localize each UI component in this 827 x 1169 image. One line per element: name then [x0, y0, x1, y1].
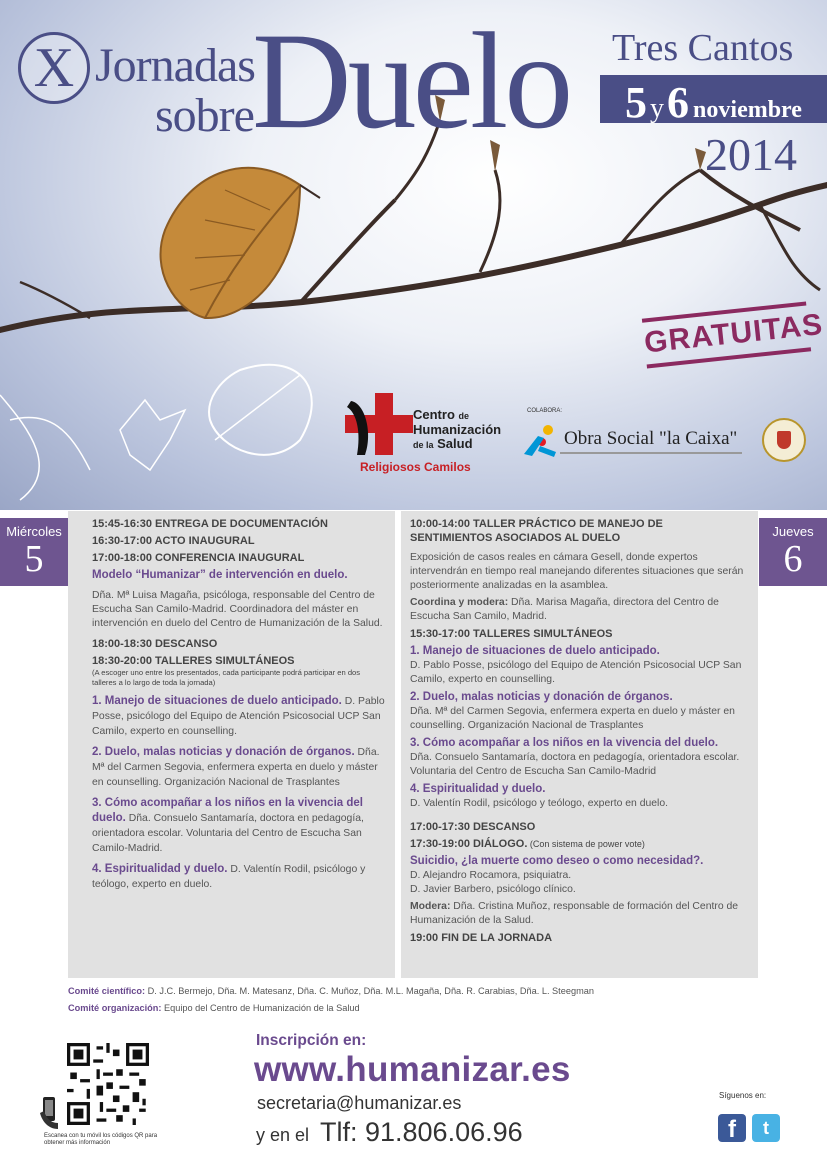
schedule-item: 10:00-14:00 TALLER PRÁCTICO DE MANEJO DE SENTIMIENTOS ASOCIADOS AL DUELO: [410, 518, 663, 544]
facebook-icon[interactable]: f: [718, 1114, 746, 1142]
workshop-title: 3. Cómo acompañar a los niños en la vivencia del duelo.: [92, 797, 363, 824]
date-y: y: [650, 93, 665, 124]
date-band: [600, 75, 827, 127]
workshop-speaker: Dña. Mª del Carmen Segovia, enfermera experta en duelo y máster en counselling. Organización Nacional de Trasplantes: [410, 706, 735, 731]
coordinator-label: Coordina y modera:: [410, 597, 509, 608]
workshop-item: [92, 862, 385, 892]
chs-line1: Centro: [413, 407, 455, 422]
page-title: Duelo: [252, 4, 570, 157]
workshop-item: [92, 796, 385, 856]
workshop-title: 2. Duelo, malas noticias y donación de órganos.: [92, 746, 355, 758]
committee-label: Comité científico:: [68, 986, 146, 996]
moderator-label: Modera:: [410, 901, 451, 912]
moderator-text: Dña. Cristina Muñoz, responsable de formación del Centro de Humanización de la Salud.: [410, 901, 739, 926]
phone-number[interactable]: Tlf: 91.806.06.96: [320, 1117, 523, 1147]
colabora-label: COLABORA:: [527, 408, 563, 414]
workshop-item: [92, 745, 385, 790]
free-badge: GRATUITAS: [642, 302, 811, 369]
dialog-title: Suicidio, ¿la muerte como deseo o como necesidad?.: [410, 855, 704, 867]
schedule-item: 16:30-17:00 ACTO INAUGURAL: [92, 535, 255, 547]
title-line1: Jornadas: [95, 39, 255, 92]
dialog-speaker: D. Javier Barbero, psicólogo clínico.: [410, 884, 576, 895]
year: 2014: [705, 129, 797, 180]
committee-label: Comité organización:: [68, 1003, 162, 1013]
schedule-item: [410, 837, 748, 851]
day-badge-wednesday: [0, 518, 68, 586]
workshop-title: 1. Manejo de situaciones de duelo anticipado.: [410, 645, 660, 657]
follow-label: Síguenos en:: [719, 1091, 767, 1100]
workshop-speaker: D. Pablo Posse, psicólogo del Equipo de Atención Psicosocial UCP San Camilo, experto en counselling.: [410, 660, 742, 685]
twitter-icon[interactable]: t: [752, 1114, 780, 1142]
committee-text: D. J.C. Bermejo, Dña. M. Matesanz, Dña. C. Muñoz, Dña. M.L. Magaña, Dña. R. Carabias, Dña. L. Steegman: [145, 986, 594, 996]
email-link[interactable]: secretaria@humanizar.es: [257, 1093, 462, 1113]
chs-cross-logo: [345, 393, 415, 463]
schedule-item: 15:45-16:30 ENTREGA DE DOCUMENTACIÓN: [92, 518, 328, 530]
workshop-speaker: D. Pablo Posse, psicólogo del Equipo de Atención Psicosocial UCP San Camilo, experto en counselling.: [92, 696, 385, 737]
chs-line2: Humanización: [413, 422, 502, 437]
day-badge-thursday: [759, 518, 827, 586]
workshop-speaker: Dña. Mª del Carmen Segovia, enfermera experta en duelo y máster en counselling. Organización Nacional de Trasplantes: [92, 747, 380, 788]
date-month: noviembre: [693, 97, 802, 123]
university-seal-icon: [762, 418, 806, 462]
chs-name: [413, 408, 501, 452]
schedule-item: 17:00-17:30 DESCANSO: [410, 821, 536, 833]
conference-speaker: Dña. Mª Luisa Magaña, psicóloga, responsable del Centro de Escucha San Camilo-Madrid. Coordinadora del máster en intervención en duelo del Centro de Humanización de la Salud.: [92, 590, 383, 629]
city: Tres Cantos: [612, 27, 794, 69]
scientific-committee: [68, 986, 594, 996]
workshop-speaker: Dña. Consuelo Santamaría, doctora en pedagogía, orientadora escolar. Voluntaria del Centro de Escucha San Camilo-Madrid.: [92, 813, 364, 854]
coordinator-text: Dña. Marisa Magaña, directora del Centro de Escucha San Camilo, Madrid.: [410, 597, 719, 622]
qr-code-icon[interactable]: [67, 1043, 149, 1125]
dialog-time: 17:30-19:00 DIÁLOGO.: [410, 838, 528, 850]
hero-banner: [0, 0, 827, 510]
day-number: 6: [783, 538, 803, 580]
date-day1: 5: [625, 78, 648, 127]
registration-label: Inscripción en:: [256, 1032, 367, 1049]
workshop-speaker: Dña. Consuelo Santamaría, doctora en pedagogía, orientadora escolar. Voluntaria del Centro de Escucha San Camilo-Madrid: [410, 752, 740, 777]
schedule-item: 18:00-18:30 DESCANSO: [92, 638, 218, 650]
committee-text: Equipo del Centro de Humanización de la Salud: [161, 1003, 360, 1013]
workshop-title: 1. Manejo de situaciones de duelo anticipado.: [92, 695, 342, 707]
chs-line3a: de la: [413, 440, 434, 450]
conference-title: Modelo “Humanizar” de intervención en duelo.: [92, 569, 348, 581]
date-day2: 6: [667, 78, 690, 127]
qr-note: Escanea con tu móvil los códigos QR para obtener más información: [44, 1133, 158, 1146]
caixa-star-icon: [522, 424, 558, 458]
caixa-name: Obra Social "la Caixa": [564, 428, 738, 449]
program-day-5: [68, 511, 395, 978]
workshop-description: Exposición de casos reales en cámara Gesell, donde expertos intervendrán en tiempo real manejando diferentes situaciones que serán posteriormente analizadas en la asamblea.: [410, 552, 744, 591]
schedule-item: 19:00 FIN DE LA JORNADA: [410, 932, 553, 944]
day-name: Jueves: [772, 524, 814, 539]
program-day-6: [401, 511, 758, 978]
coordinator: [410, 596, 748, 624]
dialog-note: (Con sistema de power vote): [527, 839, 645, 849]
schedule-item: 17:00-18:00 CONFERENCIA INAUGURAL: [92, 552, 305, 564]
caixa-underline: [560, 452, 742, 454]
workshop-speaker: D. Valentín Rodil, psicólogo y teólogo, experto en duelo.: [410, 798, 669, 809]
phone-icon: [40, 1095, 60, 1131]
day-number: 5: [24, 538, 44, 580]
day-name: Miércoles: [6, 524, 62, 539]
organizing-committee: [68, 1003, 360, 1013]
dialog-speaker: D. Alejandro Rocamora, psiquiatra.: [410, 870, 572, 881]
schedule-item: 15:30-17:00 TALLERES SIMULTÁNEOS: [410, 628, 613, 640]
chs-subtitle: Religiosos Camilos: [360, 460, 471, 474]
moderator: [410, 900, 748, 928]
title-line2: sobre: [155, 89, 254, 142]
workshop-item: [92, 694, 385, 739]
workshop-title: 4. Espiritualidad y duelo.: [410, 783, 546, 795]
workshop-title: 3. Cómo acompañar a los niños en la vivencia del duelo.: [410, 737, 719, 749]
chs-de: de: [458, 411, 470, 421]
workshop-note: (A escoger uno entre los presentados, cada participante podrá participar en dos talleres a lo largo de toda la jornada): [92, 668, 361, 687]
website-link[interactable]: www.humanizar.es: [254, 1050, 571, 1089]
workshop-title: 4. Espiritualidad y duelo.: [92, 863, 228, 875]
chs-line3b: Salud: [437, 436, 473, 451]
edition-badge: X: [18, 32, 90, 104]
workshop-speaker: D. Valentín Rodil, psicólogo y teólogo, experto en duelo.: [92, 864, 366, 890]
workshop-title: 2. Duelo, malas noticias y donación de órganos.: [410, 691, 673, 703]
phone-prefix: y en el: [256, 1125, 310, 1145]
schedule-item: 18:30-20:00 TALLERES SIMULTÁNEOS: [92, 655, 295, 667]
